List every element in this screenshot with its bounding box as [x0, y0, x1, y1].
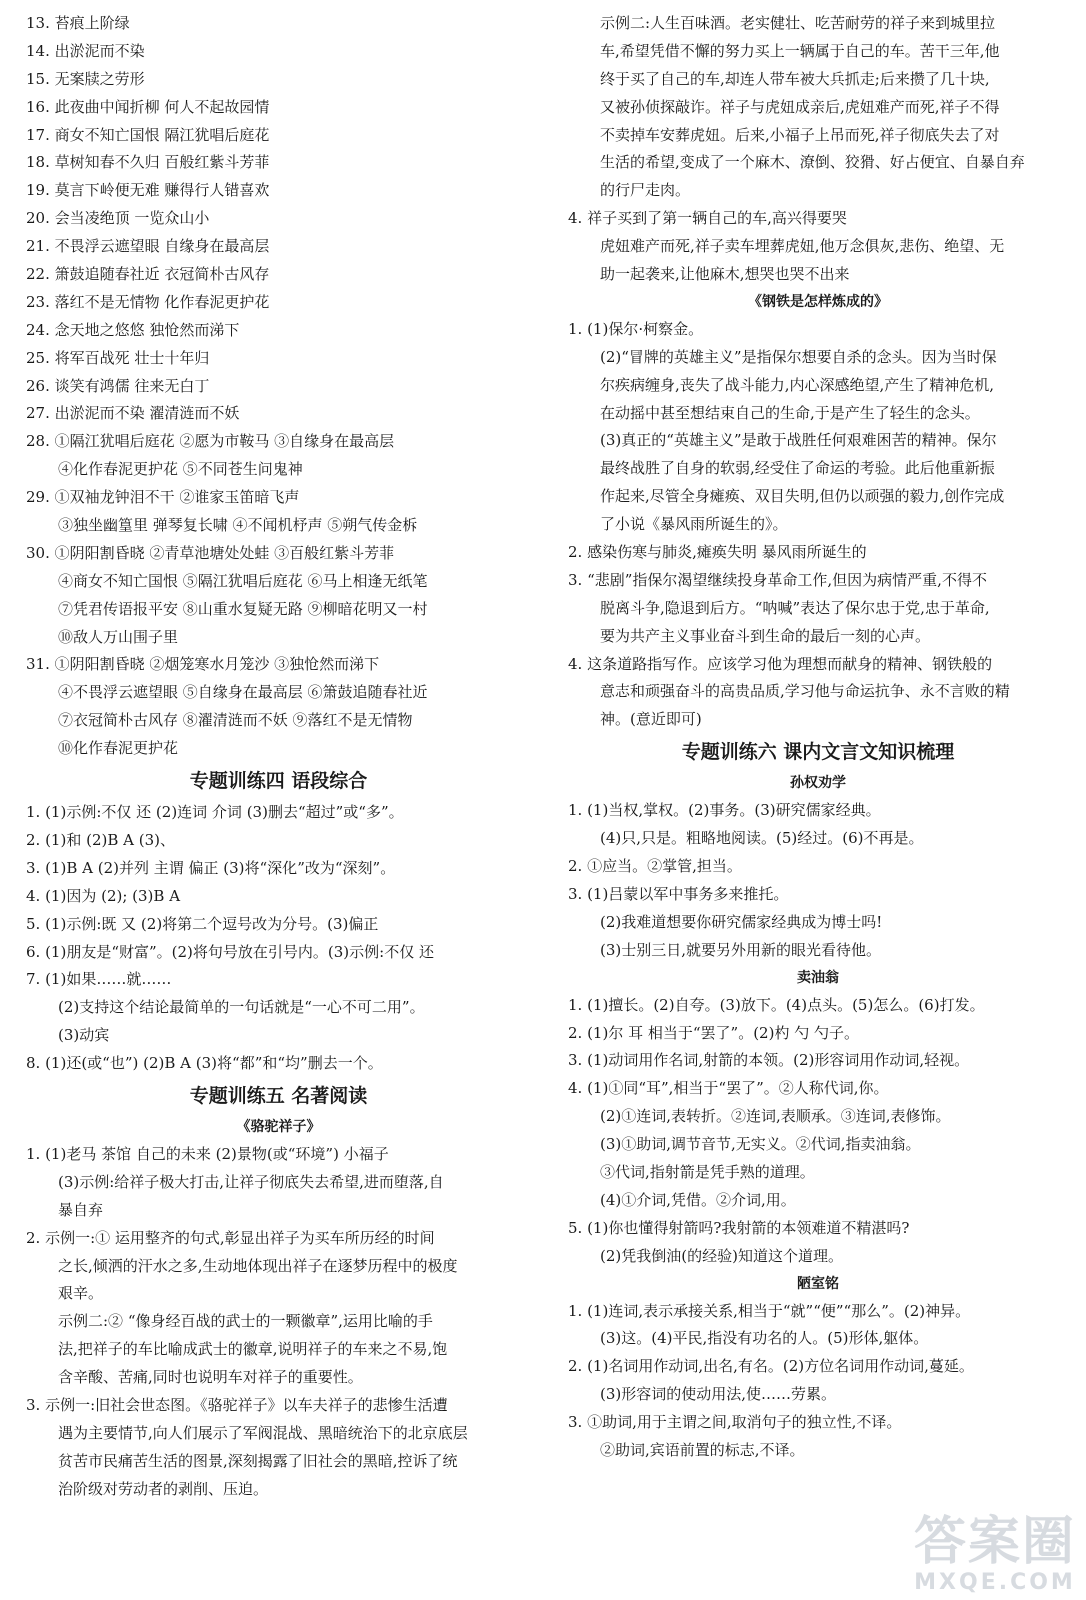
watermark-url: MXQE.COM [914, 1570, 1076, 1595]
answer-line: 虎妞难产而死,祥子卖车埋葬虎妞,他万念俱灰,悲伤、绝望、无 [600, 237, 1005, 256]
answer-line: 18. 草树知春不久归 百般红紫斗芳菲 [26, 153, 270, 172]
answer-line: 含辛酸、苦痛,同时也说明车对祥子的重要性。 [58, 1368, 363, 1387]
answer-line: 暴自弃 [58, 1200, 104, 1219]
answer-line: (2)支持这个结论最简单的一句话就是“一心不可二用”。 [58, 998, 425, 1017]
answer-line: 1. (1)示例:不仅 还 (2)连词 介词 (3)删去“超过”或“多”。 [26, 803, 404, 822]
answer-line: 8. (1)还(或“也”) (2)B A (3)将“都”和“均”删去一个。 [26, 1054, 383, 1073]
answer-line: 1. (1)连词,表示承接关系,相当于“就”“便”“那么”。(2)神异。 [568, 1301, 971, 1320]
answer-line: 3. (1)吕蒙以军中事务多来推托。 [568, 884, 789, 903]
answer-line: 30. ①阴阳割昏晓 ②青草池塘处处蛙 ③百般红紫斗芳菲 [26, 543, 395, 562]
answer-line: 28. ①隔江犹唱后庭花 ②愿为市鞍马 ③自缘身在最高层 [26, 432, 395, 451]
answer-line: (3)这。(4)平民,指没有功名的人。(5)形体,躯体。 [600, 1329, 929, 1348]
answer-line: ③代词,指射箭是凭手熟的道理。 [600, 1162, 815, 1181]
answer-line: 2. ①应当。②掌管,担当。 [568, 857, 742, 876]
answer-line: 贫苦市民痛苦生活的图景,深刻揭露了旧社会的黑暗,控诉了统 [58, 1451, 458, 1470]
answer-line: 神。(意近即可) [600, 710, 702, 729]
answer-line: (3)动宾 [58, 1026, 110, 1045]
answer-line: 3. “悲剧”指保尔渴望继续投身革命工作,但因为病情严重,不得不 [568, 570, 987, 589]
right-column [568, 10, 1068, 1465]
answer-line: (3)①助词,调节音节,无实义。②代词,指卖油翁。 [600, 1135, 921, 1154]
answer-line: 尔疾病缠身,丧失了战斗能力,内心深感绝望,产生了精神危机, [600, 375, 995, 394]
answer-line: 的行尸走肉。 [600, 181, 691, 200]
answer-line: ②助词,宾语前置的标志,不译。 [600, 1440, 805, 1459]
answer-line: 终于买了自己的车,却连人带车被大兵抓走;后来攒了几十块, [600, 69, 990, 88]
answer-line: 19. 莫言下岭便无难 赚得行人错喜欢 [26, 181, 270, 200]
answer-line: ④商女不知亡国恨 ⑤隔江犹唱后庭花 ⑥马上相逢无纸笔 [58, 571, 428, 590]
answer-line: 31. ①阴阳割昏晓 ②烟笼寒水月笼沙 ③独怆然而涕下 [26, 655, 380, 674]
answer-line: 2. (1)尔 耳 相当于“罢了”。(2)杓 勺 勺子。 [568, 1023, 859, 1042]
answer-line: 7. (1)如果……就…… [26, 970, 172, 989]
section-heading: 专题训练四 语段综合 [189, 770, 368, 793]
watermark-text: 答案圈 [913, 1512, 1076, 1572]
answer-line: ⑦衣冠简朴古风存 ⑧濯清涟而不妖 ⑨落红不是无情物 [58, 711, 413, 730]
subsection-title: 《钢铁是怎样炼成的》 [748, 293, 888, 310]
answer-line: ⑩敌人万山围子里 [58, 627, 179, 646]
answer-line: (2)我难道想要你研究儒家经典成为博士吗! [600, 912, 883, 931]
answer-line: 在动摇中甚至想结束自己的生命,于是产生了轻生的念头。 [600, 403, 980, 422]
answer-line: (3)士别三日,就要另外用新的眼光看待他。 [600, 940, 882, 959]
answer-line: 了小说《暴风雨所诞生的》。 [600, 515, 788, 534]
answer-line: 示例二:② “像身经百战的武士的一颗徽章”,运用比喻的手 [58, 1312, 433, 1331]
answer-line: 助一起袭来,让他麻木,想哭也哭不出来 [600, 265, 850, 284]
section-heading: 专题训练五 名著阅读 [189, 1084, 368, 1107]
answer-line: 生活的希望,变成了一个麻木、潦倒、狡猾、好占便宜、自暴自弃 [600, 153, 1025, 172]
answer-line: 3. ①助词,用于主谓之间,取消句子的独立性,不译。 [568, 1413, 902, 1432]
answer-line: 17. 商女不知亡国恨 隔江犹唱后庭花 [26, 125, 270, 144]
subsection-title: 卖油翁 [797, 969, 839, 986]
answer-line: (2)“冒牌的英雄主义”是指保尔想要自杀的念头。因为当时保 [600, 347, 997, 366]
answer-line: 意志和顽强奋斗的高贵品质,学习他与命运抗争、永不言败的精 [600, 682, 1010, 701]
answer-line: 之长,倾洒的汗水之多,生动地体现出祥子在逐梦历程中的极度 [58, 1256, 458, 1275]
answer-line: 5. (1)示例:既 又 (2)将第二个逗号改为分号。(3)偏正 [26, 914, 379, 933]
answer-line: 4. 这条道路指写作。应该学习他为理想而献身的精神、钢铁般的 [568, 654, 993, 673]
answer-line: (3)形容词的使动用法,使……劳累。 [600, 1385, 837, 1404]
answer-line: 15. 无案牍之劳形 [26, 69, 145, 88]
answer-line: 最终战胜了自身的软弱,经受住了命运的考验。此后他重新振 [600, 459, 995, 478]
section-heading: 专题训练六 课内文言文知识梳理 [681, 741, 955, 764]
answer-line: ④化作春泥更护花 ⑤不同苍生问鬼神 [58, 460, 303, 479]
watermark-logo [913, 1512, 1076, 1595]
answer-line: 22. 箫鼓追随春社近 衣冠简朴古风存 [26, 265, 270, 284]
answer-line: 1. (1)当权,掌权。(2)事务。(3)研究儒家经典。 [568, 801, 881, 820]
answer-line: 26. 谈笑有鸿儒 往来无白丁 [26, 376, 210, 395]
answer-line: 2. 感染伤寒与肺炎,瘫痪失明 暴风雨所诞生的 [568, 543, 867, 562]
answer-line: 16. 此夜曲中闻折柳 何人不起故园情 [26, 97, 270, 116]
answer-line: 遇为主要情节,向人们展示了军阀混战、黑暗统治下的北京底层 [58, 1423, 468, 1442]
answer-line: 29. ①双袖龙钟泪不干 ②谁家玉笛暗飞声 [26, 488, 300, 507]
answer-line: 14. 出淤泥而不染 [26, 41, 145, 60]
answer-line: 法,把祥子的车比喻成武士的徽章,说明祥子的车来之不易,饱 [58, 1340, 448, 1359]
answer-line: 不卖掉车安葬虎妞。后来,小福子上吊而死,祥子彻底失去了对 [600, 125, 1000, 144]
answer-line: ⑩化作春泥更护花 [58, 739, 179, 758]
answer-line: 1. (1)老马 茶馆 自己的未来 (2)景物(或“环境”) 小福子 [26, 1144, 389, 1163]
answer-line: 脱离斗争,隐退到后方。“呐喊”表达了保尔忠于党,忠于革命, [600, 598, 990, 617]
answer-line: 6. (1)朋友是“财富”。(2)将句号放在引号内。(3)示例:不仅 还 [26, 942, 434, 961]
answer-line: 作起来,尽管全身瘫痪、双目失明,但仍以顽强的毅力,创作完成 [600, 487, 1005, 506]
answer-line: 27. 出淤泥而不染 濯清涟而不妖 [26, 404, 240, 423]
subsection-title: 《骆驼祥子》 [236, 1118, 321, 1135]
answer-line: (3)示例:给祥子极大打击,让祥子彻底失去希望,进而堕落,自 [58, 1172, 444, 1191]
answer-line: ④不畏浮云遮望眼 ⑤自缘身在最高层 ⑥箫鼓追随春社近 [58, 683, 428, 702]
answer-line: 4. (1)①同“耳”,相当于“罢了”。②人称代词,你。 [568, 1079, 889, 1098]
answer-line: 治阶级对劳动者的剥削、压迫。 [58, 1479, 269, 1498]
answer-line: 示例二:人生百味酒。老实健壮、吃苦耐劳的祥子来到城里拉 [600, 14, 996, 32]
answer-line: 3. (1)B A (2)并列 主谓 偏正 (3)将“深化”改为“深刻”。 [26, 858, 396, 877]
answer-line: 5. (1)你也懂得射箭吗?我射箭的本领难道不精湛吗? [568, 1218, 910, 1237]
answer-line: 3. (1)动词用作名词,射箭的本领。(2)形容词用作动词,轻视。 [568, 1051, 970, 1070]
subsection-title: 陋室铭 [797, 1275, 839, 1292]
answer-line: 13. 苔痕上阶绿 [26, 14, 130, 32]
answer-line: 艰辛。 [58, 1284, 104, 1303]
answer-line: (4)只,只是。粗略地阅读。(5)经过。(6)不再是。 [600, 829, 924, 848]
answer-line: 要为共产主义事业奋斗到生命的最后一刻的心声。 [600, 626, 931, 645]
answer-line: ③独坐幽篁里 弹琴复长啸 ④不闻机杼声 ⑤朔气传金柝 [58, 516, 418, 535]
answer-line: (2)凭我倒油(的经验)知道这个道理。 [600, 1246, 843, 1265]
answer-line: 2. (1)和 (2)B A (3)、 [26, 830, 175, 849]
answer-line: 2. (1)名词用作动词,出名,有名。(2)方位名词用作动词,蔓延。 [568, 1357, 974, 1376]
answer-line: (3)真正的“英雄主义”是敢于战胜任何艰难困苦的精神。保尔 [600, 431, 997, 450]
subsection-title: 孙权劝学 [790, 775, 846, 792]
answer-line: 又被孙侦探敲诈。祥子与虎妞成亲后,虎妞难产而死,祥子不得 [600, 97, 1000, 116]
answer-line: 4. 祥子买到了第一辆自己的车,高兴得要哭 [568, 209, 847, 228]
answer-line: 4. (1)因为 (2); (3)B A [26, 886, 181, 905]
answer-line: 24. 念天地之悠悠 独怆然而涕下 [26, 320, 240, 339]
answer-line: 1. (1)擅长。(2)自夸。(3)放下。(4)点头。(5)怎么。(6)打发。 [568, 995, 985, 1014]
answer-line: (4)①介词,凭借。②介词,用。 [600, 1190, 796, 1209]
left-column [26, 10, 531, 1504]
answer-line: 3. 示例一:旧社会世态图。《骆驼祥子》以车夫祥子的悲惨生活遭 [26, 1395, 448, 1414]
answer-line: 1. (1)保尔·柯察金。 [568, 319, 704, 338]
answer-line: 20. 会当凌绝顶 一览众山小 [26, 209, 210, 228]
answer-line: 25. 将军百战死 壮士十年归 [26, 348, 210, 367]
answer-line: 车,希望凭借不懈的努力买上一辆属于自己的车。苦干三年,他 [600, 41, 1000, 60]
answer-line: 21. 不畏浮云遮望眼 自缘身在最高层 [26, 237, 270, 256]
answer-line: 2. 示例一:① 运用整齐的句式,彰显出祥子为买车所历经的时间 [26, 1228, 435, 1247]
answer-line: ⑦凭君传语报平安 ⑧山重水复疑无路 ⑨柳暗花明又一村 [58, 599, 428, 618]
answer-line: (2)①连词,表转折。②连词,表顺承。③连词,表修饰。 [600, 1107, 951, 1126]
answer-line: 23. 落红不是无情物 化作春泥更护花 [26, 292, 270, 311]
